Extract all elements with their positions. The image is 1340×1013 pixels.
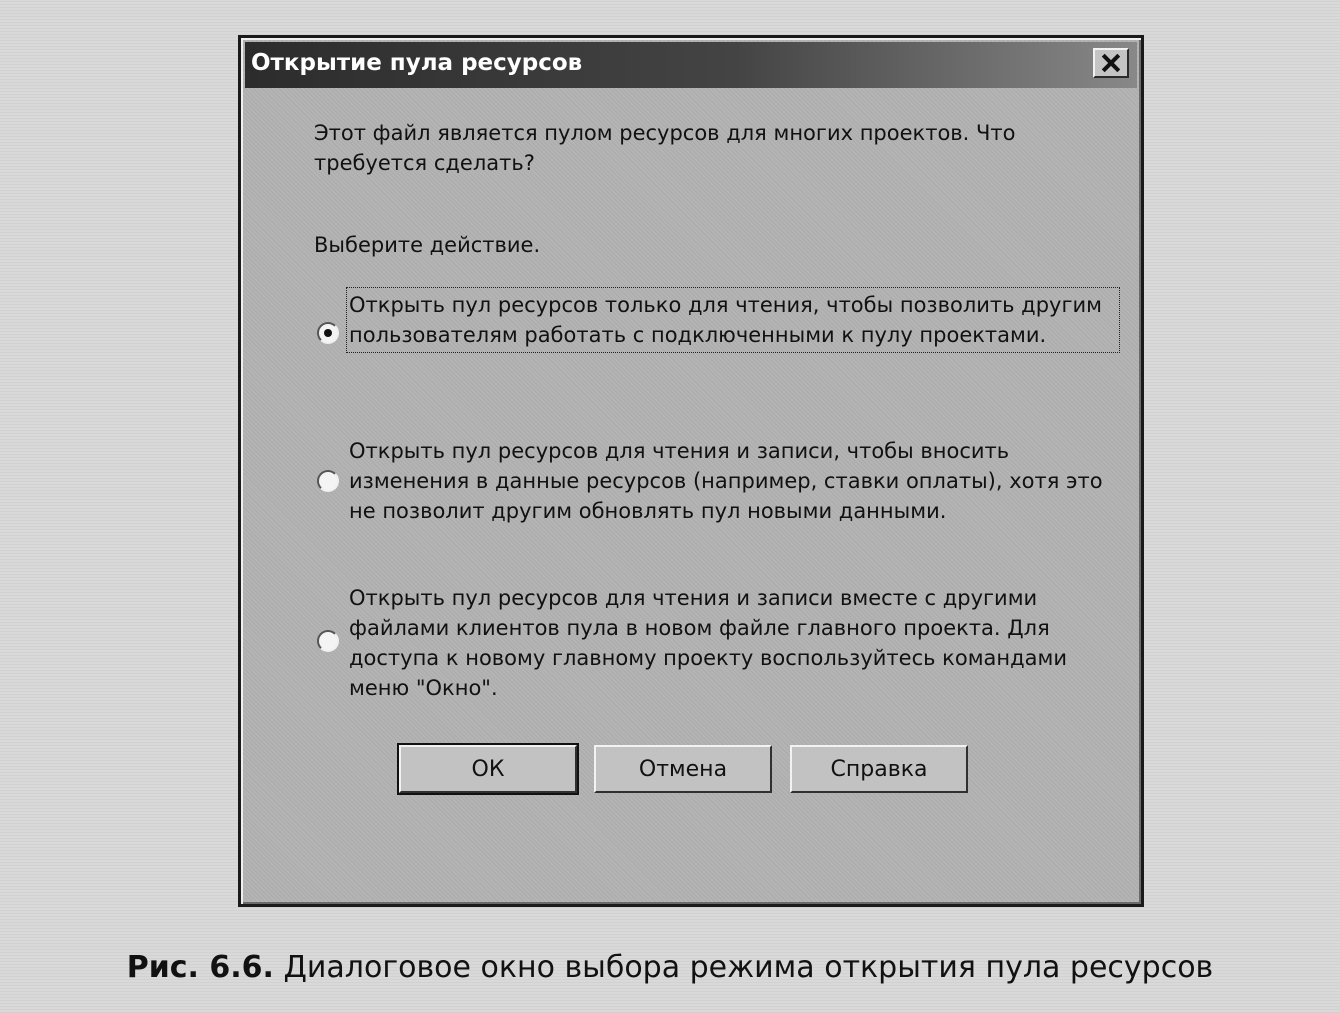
radio-read-write-master[interactable] xyxy=(317,630,339,652)
close-icon xyxy=(1101,53,1121,73)
figure-caption-text: Диалоговое окно выбора режима открытия пула ресурсов xyxy=(283,950,1214,985)
radio-read-write[interactable] xyxy=(317,470,339,492)
figure-caption-label: Рис. 6.6. xyxy=(126,950,274,985)
radio-selected-dot xyxy=(324,329,332,337)
choose-action-label: Выберите действие. xyxy=(314,233,541,257)
close-button[interactable] xyxy=(1093,48,1129,78)
cancel-button[interactable]: Отмена xyxy=(594,745,772,793)
option-read-write-master-label[interactable]: Открыть пул ресурсов для чтения и записи вместе с другими файлами клиентов пула в новом файле главного проекта. Для доступа к новому главному проекту воспользуйтесь командами меню "Окно". xyxy=(349,586,1068,700)
dialog-title: Открытие пула ресурсов xyxy=(251,50,583,76)
radio-read-only[interactable] xyxy=(317,322,339,344)
figure-caption xyxy=(0,950,1340,985)
option-read-only-label[interactable]: Открыть пул ресурсов только для чтения, чтобы позволить другим пользователям работать с подключенными к пулу проектами. xyxy=(349,290,1117,350)
option-read-write-label[interactable]: Открыть пул ресурсов для чтения и записи, чтобы вносить изменения в данные ресурсов (например, ставки оплаты), хотя это не позволит другим обновлять пул новыми данными. xyxy=(349,439,1103,523)
title-bar[interactable] xyxy=(245,42,1137,88)
ok-button[interactable]: ОК xyxy=(399,745,577,793)
help-button[interactable]: Справка xyxy=(790,745,968,793)
intro-text: Этот файл является пулом ресурсов для многих проектов. Что требуется сделать? xyxy=(314,121,1016,175)
open-resource-pool-dialog xyxy=(238,35,1144,907)
